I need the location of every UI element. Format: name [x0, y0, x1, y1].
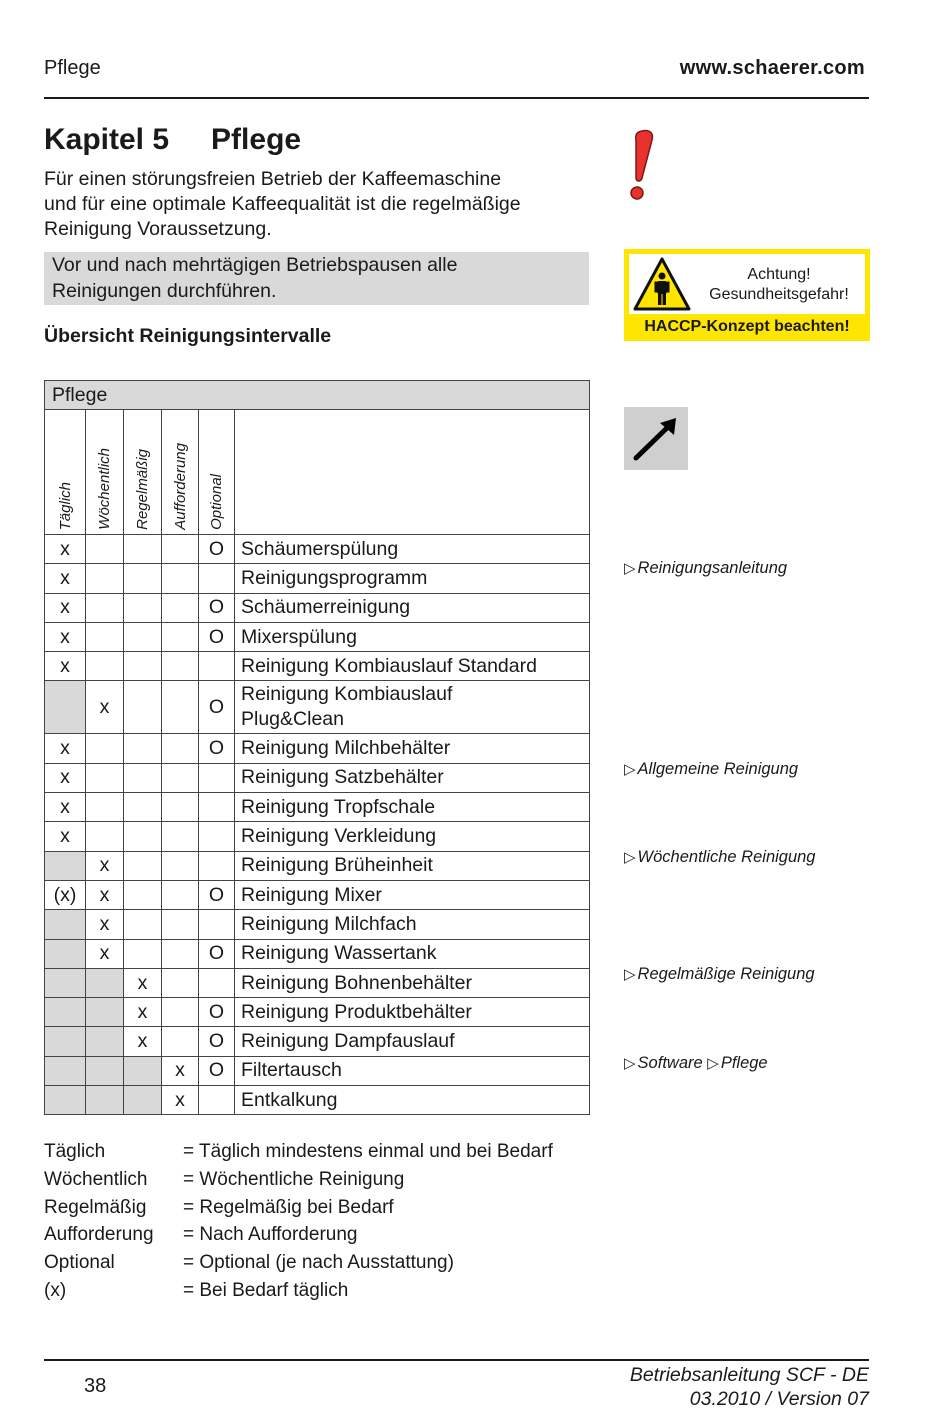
interval-cell	[86, 1086, 124, 1115]
task-label-line: Reinigung Kombiauslauf	[241, 683, 453, 706]
table-row	[45, 763, 590, 792]
warning-line: Gesundheitsgefahr!	[709, 286, 849, 303]
interval-cell	[86, 763, 124, 792]
interval-cell: O	[199, 593, 235, 622]
interval-cell	[86, 622, 124, 651]
interval-cell	[162, 851, 199, 880]
interval-cell: O	[199, 939, 235, 968]
interval-cell: O	[199, 1056, 235, 1085]
interval-cell: x	[86, 910, 124, 939]
interval-cell	[86, 1027, 124, 1056]
task-label-line: Reinigungsprogramm	[241, 566, 428, 589]
task-label-line: Filtertausch	[241, 1059, 342, 1082]
interval-cell	[162, 910, 199, 939]
table-row	[45, 1056, 590, 1085]
task-label-line: Reinigung Brüheinheit	[241, 854, 433, 877]
health-warning-box	[624, 249, 870, 341]
interval-cell	[199, 968, 235, 997]
task-label-line: Entkalkung	[241, 1088, 338, 1111]
table-row	[45, 622, 590, 651]
interval-cell	[124, 535, 162, 564]
interval-cell: O	[199, 681, 235, 734]
interval-cell: O	[199, 880, 235, 909]
intro-paragraph	[44, 167, 594, 242]
interval-cell	[162, 793, 199, 822]
task-label-line: Reinigung Tropfschale	[241, 795, 436, 818]
interval-cell: O	[199, 1027, 235, 1056]
legend-key: Täglich	[44, 1141, 106, 1162]
column-header: Regelmäßig	[124, 410, 162, 535]
interval-cell	[124, 763, 162, 792]
chapter-number: Kapitel 5	[44, 123, 170, 156]
note-line: Reinigungen durchführen.	[52, 280, 277, 302]
interval-cell: O	[199, 622, 235, 651]
interval-cell	[86, 734, 124, 763]
interval-cell	[162, 1027, 199, 1056]
interval-cell	[199, 910, 235, 939]
task-label	[235, 939, 590, 968]
interval-cell	[162, 998, 199, 1027]
legend-key: Optional	[44, 1252, 115, 1274]
reference-link[interactable]: ▷ Allgemeine Reinigung	[624, 760, 799, 778]
warning-person-icon	[633, 257, 691, 311]
exclamation-icon	[620, 128, 660, 203]
task-label	[235, 1086, 590, 1115]
interval-cell	[124, 822, 162, 851]
task-label-line: Plug&Clean	[241, 708, 344, 731]
task-label-line: Schäumerspülung	[241, 537, 399, 560]
task-label-line: Mixerspülung	[241, 625, 357, 648]
task-label-line: Reinigung Mixer	[241, 883, 382, 906]
interval-cell	[199, 1086, 235, 1115]
task-label	[235, 593, 590, 622]
interval-cell	[162, 968, 199, 997]
interval-cell	[199, 851, 235, 880]
interval-cell: O	[199, 998, 235, 1027]
task-label-line: Reinigung Produktbehälter	[241, 1000, 472, 1023]
page-number: 38	[84, 1375, 107, 1397]
interval-cell: x	[86, 681, 124, 734]
interval-cell: x	[45, 763, 86, 792]
task-label-line: Reinigung Kombiauslauf Standard	[241, 654, 537, 677]
interval-cell	[86, 793, 124, 822]
interval-cell	[199, 652, 235, 681]
table-row	[45, 535, 590, 564]
task-label	[235, 564, 590, 593]
task-label	[235, 734, 590, 763]
interval-cell	[45, 968, 86, 997]
note-box	[44, 252, 589, 305]
interval-cell: O	[199, 535, 235, 564]
haccp-note: HACCP-Konzept beachten!	[644, 318, 850, 335]
interval-cell	[86, 998, 124, 1027]
task-label	[235, 793, 590, 822]
interval-cell	[45, 1027, 86, 1056]
interval-cell	[45, 1056, 86, 1085]
interval-cell	[162, 593, 199, 622]
legend-value: = Wöchentliche Reinigung	[183, 1168, 405, 1190]
interval-cell: x	[45, 622, 86, 651]
interval-cell	[162, 734, 199, 763]
reference-link[interactable]: ▷ Regelmäßige Reinigung	[624, 965, 815, 983]
interval-cell	[124, 734, 162, 763]
legend-key: Aufforderung	[44, 1224, 154, 1246]
task-label	[235, 763, 590, 792]
table-header-row	[45, 410, 590, 535]
interval-cell	[45, 851, 86, 880]
task-label-line: Schäumerreinigung	[241, 596, 411, 619]
interval-cell	[45, 1086, 86, 1115]
task-label	[235, 910, 590, 939]
header-section-title: Pflege	[44, 57, 101, 79]
interval-cell	[86, 535, 124, 564]
legend-value: = Optional (je nach Ausstattung)	[183, 1252, 454, 1274]
interval-cell: x	[45, 734, 86, 763]
interval-cell	[162, 535, 199, 564]
interval-cell	[124, 622, 162, 651]
task-label-line: Reinigung Milchfach	[241, 912, 417, 935]
legend-value: = Regelmäßig bei Bedarf	[183, 1196, 394, 1218]
cleaning-interval-table	[44, 380, 590, 1115]
table-row	[45, 880, 590, 909]
interval-cell	[162, 564, 199, 593]
task-label	[235, 968, 590, 997]
table-row	[45, 998, 590, 1027]
column-header: Täglich	[45, 410, 86, 535]
interval-cell	[199, 763, 235, 792]
tool-arrow-icon	[624, 407, 688, 470]
footer-version: 03.2010 / Version 07	[689, 1388, 869, 1410]
interval-cell: x	[124, 968, 162, 997]
interval-cell	[45, 910, 86, 939]
interval-cell: x	[45, 535, 86, 564]
interval-cell	[124, 939, 162, 968]
interval-cell	[162, 822, 199, 851]
column-header: Aufforderung	[162, 410, 199, 535]
interval-cell: x	[162, 1056, 199, 1085]
interval-cell	[124, 564, 162, 593]
interval-cell	[124, 1086, 162, 1115]
interval-cell	[86, 968, 124, 997]
task-label-line: Reinigung Milchbehälter	[241, 737, 451, 760]
interval-cell: O	[199, 734, 235, 763]
header-website: www.schaerer.com	[679, 57, 865, 79]
table-row	[45, 1027, 590, 1056]
interval-cell	[199, 822, 235, 851]
interval-cell: x	[86, 851, 124, 880]
legend-row	[44, 1277, 553, 1305]
warning-text	[695, 265, 863, 305]
table-row	[45, 822, 590, 851]
task-label-line: Reinigung Wassertank	[241, 942, 437, 965]
footer-manual: Betriebsanleitung SCF - DE	[629, 1364, 869, 1386]
table-row	[45, 734, 590, 763]
reference-link[interactable]: ▷ Wöchentliche Reinigung	[624, 848, 816, 866]
table-row	[45, 564, 590, 593]
interval-cell: x	[45, 564, 86, 593]
table-row	[45, 793, 590, 822]
table-row	[45, 652, 590, 681]
intro-line: Für einen störungsfreien Betrieb der Kaffeemaschine	[44, 168, 502, 190]
task-label-line: Reinigung Bohnenbehälter	[241, 971, 472, 994]
task-label-line: Reinigung Dampfauslauf	[241, 1030, 455, 1053]
interval-cell	[45, 681, 86, 734]
interval-cell	[162, 681, 199, 734]
table-row	[45, 939, 590, 968]
interval-cell	[162, 763, 199, 792]
table-row	[45, 1086, 590, 1115]
interval-cell	[124, 910, 162, 939]
overview-title: Übersicht Reinigungsintervalle	[44, 325, 332, 347]
column-header: Optional	[199, 410, 235, 535]
task-label	[235, 851, 590, 880]
interval-cell: x	[86, 939, 124, 968]
interval-cell: x	[45, 593, 86, 622]
interval-cell	[162, 939, 199, 968]
interval-cell: x	[45, 822, 86, 851]
task-label-line: Reinigung Satzbehälter	[241, 766, 444, 789]
table-row	[45, 681, 590, 734]
table-row	[45, 851, 590, 880]
legend-value: = Nach Aufforderung	[183, 1224, 358, 1246]
interval-cell	[124, 1056, 162, 1085]
interval-cell	[124, 681, 162, 734]
legend-row	[44, 1221, 553, 1249]
interval-cell	[162, 652, 199, 681]
interval-cell	[86, 593, 124, 622]
interval-cell	[86, 822, 124, 851]
intro-line: und für eine optimale Kaffeequalität ist die regelmäßige	[44, 193, 521, 215]
interval-cell	[124, 593, 162, 622]
chapter-heading	[44, 123, 301, 157]
task-label	[235, 998, 590, 1027]
interval-cell	[45, 998, 86, 1027]
interval-cell	[162, 880, 199, 909]
table-row	[45, 968, 590, 997]
legend-row	[44, 1249, 553, 1277]
task-label	[235, 681, 590, 734]
column-header: Wöchentlich	[86, 410, 124, 535]
interval-cell: x	[124, 1027, 162, 1056]
legend-key: Regelmäßig	[44, 1196, 147, 1218]
task-label	[235, 822, 590, 851]
table-row	[45, 910, 590, 939]
legend-value: = Täglich mindestens einmal und bei Bedarf	[183, 1141, 553, 1162]
task-label	[235, 652, 590, 681]
interval-cell	[86, 564, 124, 593]
legend-row	[44, 1194, 553, 1222]
interval-cell	[124, 851, 162, 880]
legend-key: (x)	[44, 1279, 67, 1301]
legend-row	[44, 1138, 553, 1166]
interval-cell	[124, 652, 162, 681]
interval-cell	[199, 564, 235, 593]
interval-cell	[124, 793, 162, 822]
legend-value: = Bei Bedarf täglich	[183, 1279, 349, 1301]
task-label	[235, 1056, 590, 1085]
warning-line: Achtung!	[747, 266, 811, 283]
interval-cell	[86, 652, 124, 681]
header-divider	[44, 97, 869, 99]
reference-link[interactable]: ▷ Software ▷ Pflege	[624, 1054, 768, 1072]
interval-cell	[45, 939, 86, 968]
legend	[44, 1138, 553, 1305]
interval-cell	[86, 1056, 124, 1085]
task-label	[235, 622, 590, 651]
task-label	[235, 1027, 590, 1056]
interval-cell: x	[45, 793, 86, 822]
column-header-blank	[235, 410, 590, 535]
task-label-line: Reinigung Verkleidung	[241, 825, 437, 848]
chapter-title: Pflege	[211, 123, 302, 156]
table-row	[45, 593, 590, 622]
interval-cell	[199, 793, 235, 822]
interval-cell	[124, 880, 162, 909]
reference-link[interactable]: ▷ Reinigungsanleitung	[624, 559, 788, 577]
interval-cell: x	[124, 998, 162, 1027]
task-label	[235, 880, 590, 909]
intro-line: Reinigung Voraussetzung.	[44, 218, 272, 240]
interval-cell: x	[162, 1086, 199, 1115]
footer-info	[560, 1363, 869, 1411]
legend-key: Wöchentlich	[44, 1168, 148, 1190]
task-label	[235, 535, 590, 564]
table-caption: Pflege	[45, 381, 590, 410]
interval-cell: x	[45, 652, 86, 681]
footer-divider	[44, 1359, 869, 1361]
legend-row	[44, 1166, 553, 1194]
interval-cell	[162, 622, 199, 651]
interval-cell: (x)	[45, 880, 86, 909]
note-line: Vor und nach mehrtägigen Betriebspausen alle	[52, 254, 458, 276]
interval-cell: x	[86, 880, 124, 909]
